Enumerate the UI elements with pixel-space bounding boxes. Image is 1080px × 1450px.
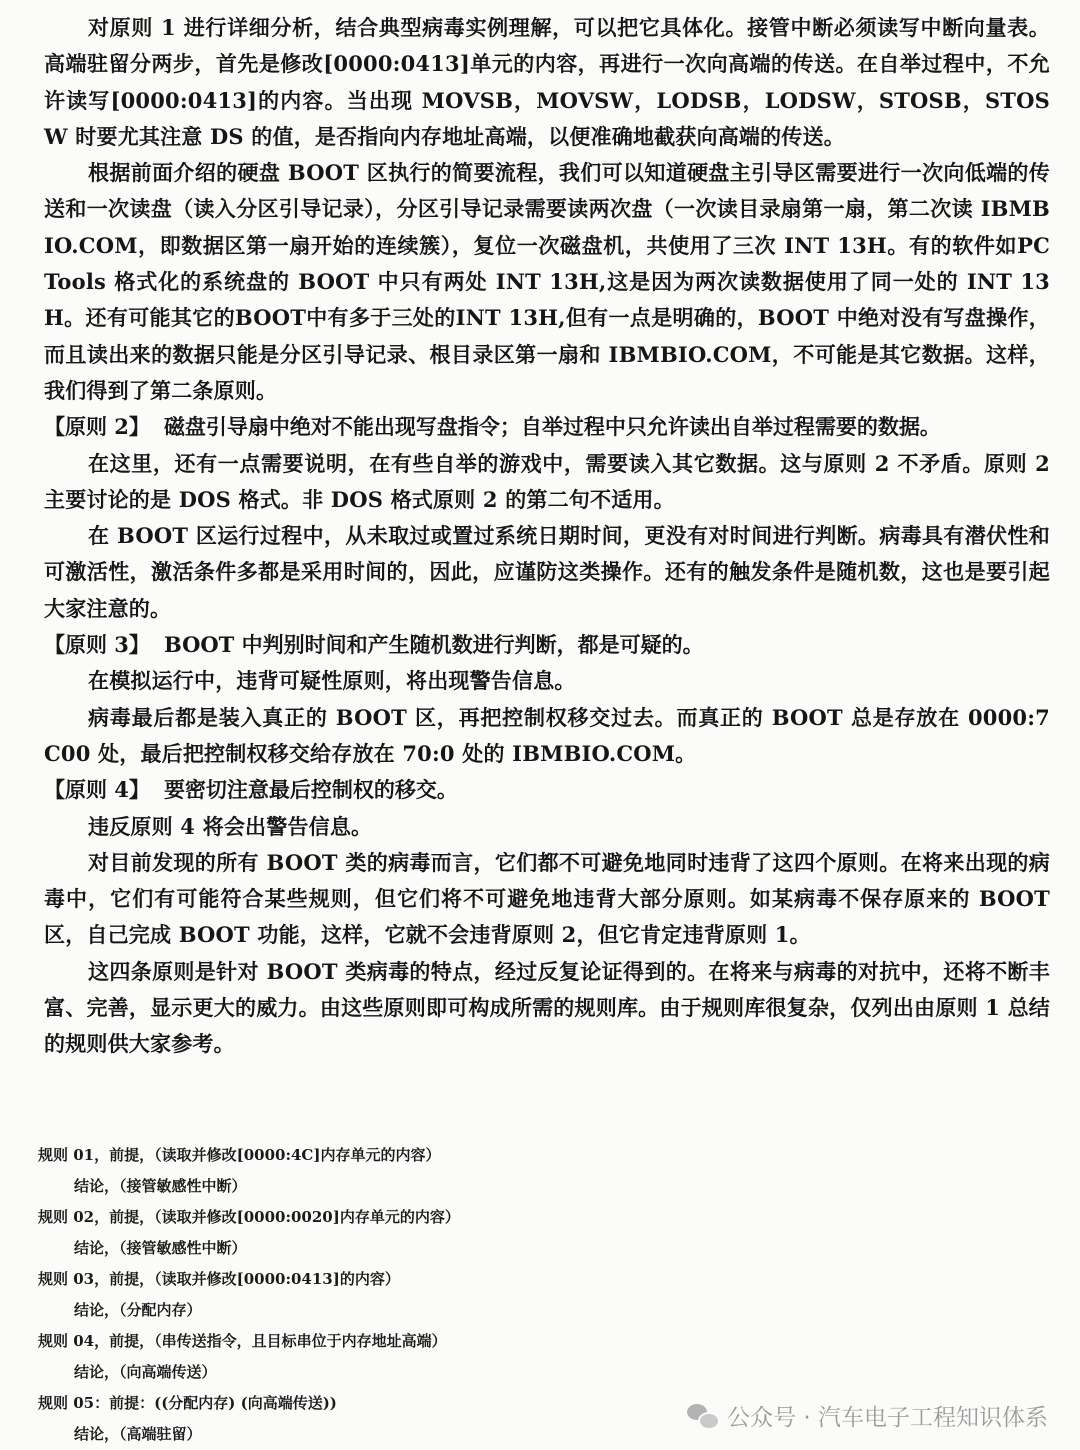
principle-2-tag: 【原则 2】 [44,414,150,440]
rule-01-premise: 规则 01，前提，（读取并修改[0000:4C]内存单元的内容） [38,1146,441,1164]
rule-03-conclusion: 结论，（分配内存） [74,1301,202,1319]
watermark-text: 公众号 · 汽车电子工程知识体系 [727,1405,1048,1431]
principle-3 [44,627,1050,663]
principle-3-tag: 【原则 3】 [44,632,150,658]
rule-05-conclusion: 结论，（高端驻留） [74,1425,202,1443]
principle-2-text: 磁盘引导扇中绝对不能出现写盘指令；自举过程中只允许读出自举过程需要的数据。 [163,414,941,440]
rule-04-conclusion: 结论，（向高端传送） [74,1363,217,1381]
rule-05-premise: 规则 05：前提：((分配内存) (向高端传送)) [38,1394,337,1412]
rule-03-premise: 规则 03，前提，（读取并修改[0000:0413]的内容） [38,1270,400,1288]
principle-4-text: 要密切注意最后控制权的移交。 [163,777,458,803]
paragraph-1: 对原则 1 进行详细分析，结合典型病毒实例理解，可以把它具体化。接管中断必须读写中断向量表。高端驻留分两步，首先是修改[0000:0413]单元的内容，再进行一次向高端的传送。在自举过程中，不允许读写[0000:0413]的内容。当出现 MOVSB，MOVSW，LODSB，LODSW，STOSB，STOSW 时要尤其注意 DS 的值，是否指向内存地址高端，以便准确地截获向高端的传送。 [44,15,1050,149]
principle-2 [44,409,1050,445]
paragraph-8: 对目前发现的所有 BOOT 类的病毒而言，它们都不可避免地同时违背了这四个原则。在将来出现的病毒中，它们有可能符合某些规则，但它们将不可避免地违背大部分原则。如某病毒不保存原来的 BOOT 区，自己完成 BOOT 功能，这样，它就不会违背原则 2，但它肯定违背原则 1。 [44,849,1050,948]
paragraph-2: 根据前面介绍的硬盘 BOOT 区执行的简要流程，我们可以知道硬盘主引导区需要进行一次向低端的传送和一次读盘（读入分区引导记录），分区引导记录需要读两次盘（一次读目录扇第一扇，第二次读 IBMBIO.COM，即数据区第一扇开始的连续簇），复位一次磁盘机，共使用了三次 INT 13H。有的软件如PC Tools 格式化的系统盘的 BOOT 中只有两处 INT 13H,这是因为两次读数据使用了同一处的 INT 13H。还有可能其它的BOOT中有多于三处的INT 13H,但有一点是明确的，BOOT 中绝对没有写盘操作，而且读出来的数据只能是分区引导记录、根目录区第一扇和 IBMBIO.COM，不可能是其它数据。这样，我们得到了第二条原则。 [44,160,1050,403]
document-body [44,10,1050,1063]
watermark [687,1399,1048,1432]
principle-3-text: BOOT 中判别时间和产生随机数进行判断，都是可疑的。 [163,632,704,658]
paragraph-6: 病毒最后都是装入真正的 BOOT 区，再把控制权移交过去。而真正的 BOOT 总是存放在 0000:7 C00 处，最后把控制权移交给存放在 70:0 处的 IBMBIO.COM。 [44,704,1050,766]
paragraph-3: 在这里，还有一点需要说明，在有些自举的游戏中，需要读入其它数据。这与原则 2 不矛盾。原则 2 主要讨论的是 DOS 格式。非 DOS 格式原则 2 的第二句不适用。 [44,450,1050,512]
rule-01-conclusion: 结论，（接管敏感性中断） [74,1177,247,1195]
rules-list [38,1140,598,1450]
principle-4 [44,772,1050,808]
rule-02-premise: 规则 02，前提，（读取并修改[0000:0020]内存单元的内容） [38,1208,460,1226]
paragraph-9: 这四条原则是针对 BOOT 类病毒的特点，经过反复论证得到的。在将来与病毒的对抗中，还将不断丰富、完善，显示更大的威力。由这些原则即可构成所需的规则库。由于规则库很复杂，仅列出由原则 1 总结的规则供大家参考。 [44,958,1050,1057]
principle-4-tag: 【原则 4】 [44,777,150,803]
rule-02-conclusion: 结论，（接管敏感性中断） [74,1239,247,1257]
paragraph-7: 违反原则 4 将会出警告信息。 [88,813,373,839]
wechat-icon [687,1401,717,1431]
paragraph-5: 在模拟运行中，违背可疑性原则，将出现警告信息。 [88,668,576,694]
rule-04-premise: 规则 04，前提，（串传送指令，且目标串位于内存地址高端） [38,1332,447,1350]
paragraph-4: 在 BOOT 区运行过程中，从未取过或置过系统日期时间，更没有对时间进行判断。病毒具有潜伏性和可激活性，激活条件多都是采用时间的，因此，应谨防这类操作。还有的触发条件是随机数，这也是要引起大家注意的。 [44,523,1050,621]
